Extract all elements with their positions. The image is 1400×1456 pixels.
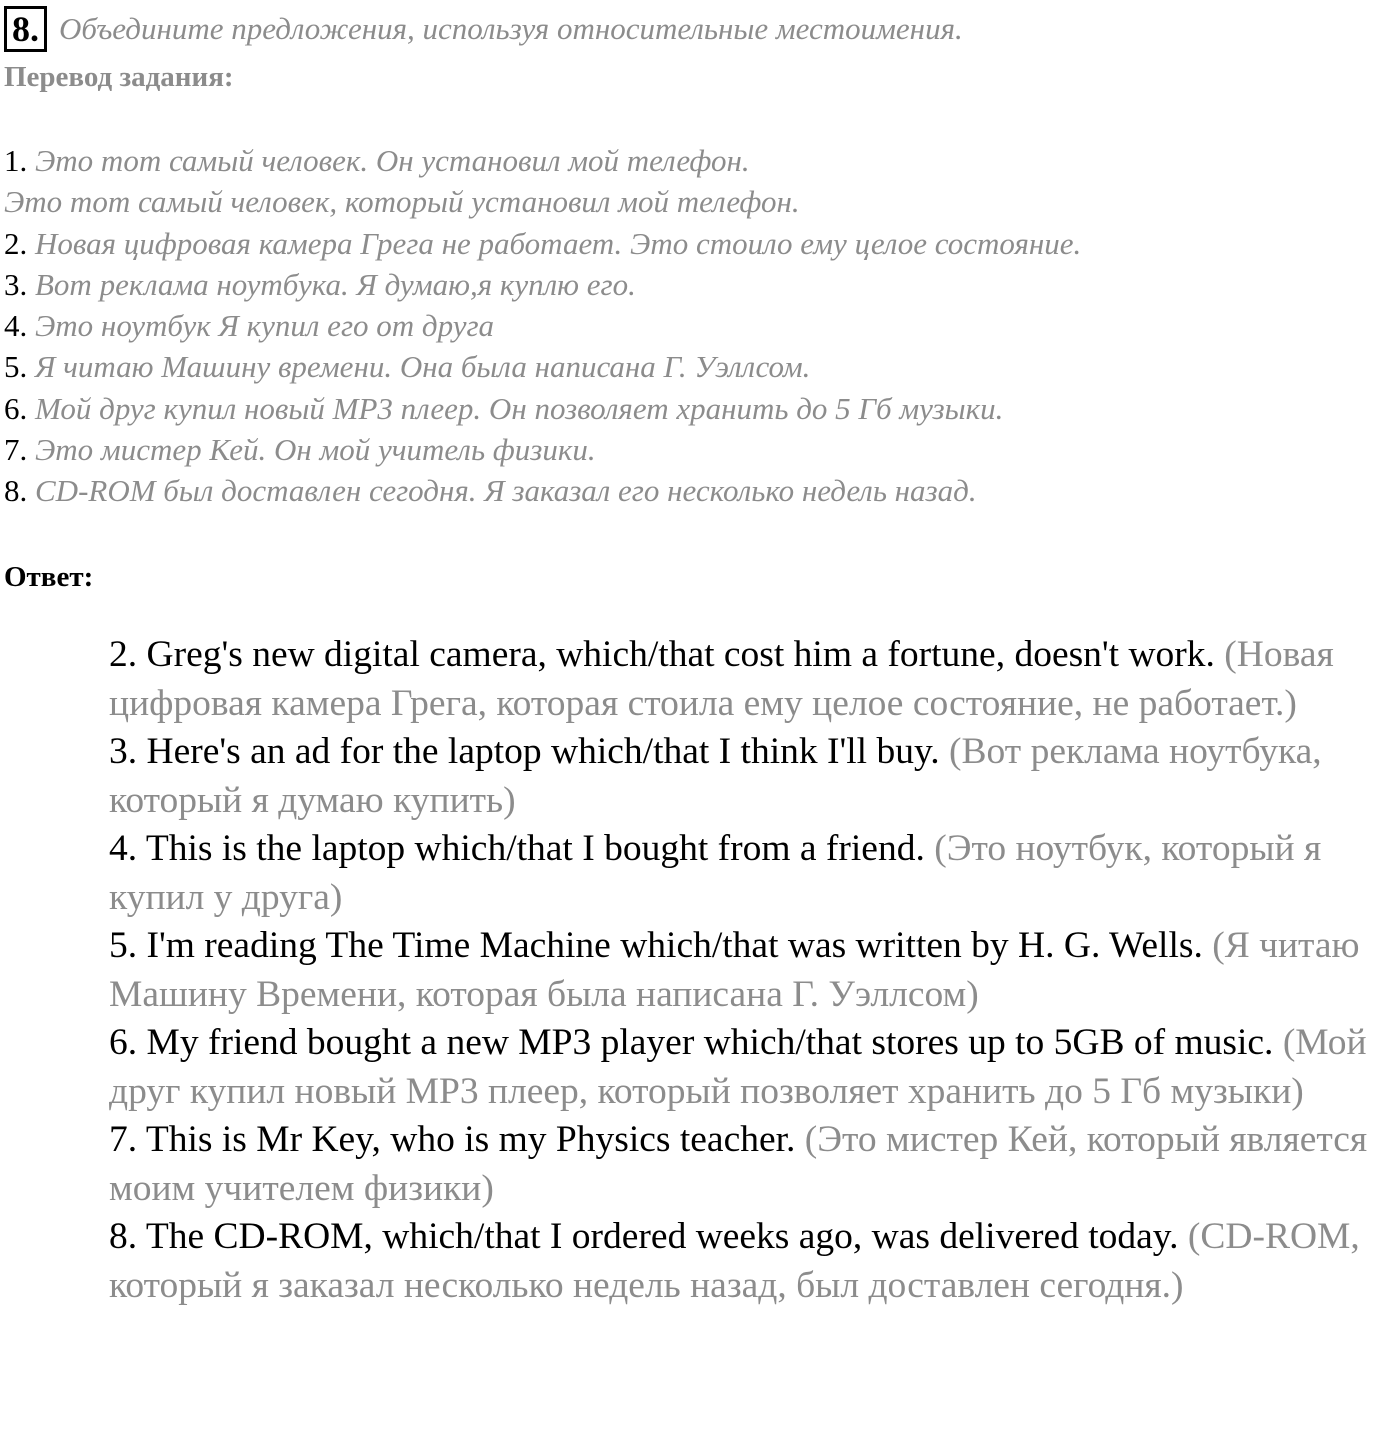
answer-russian: (Это ноутбук, который я купил у друга): [109, 828, 1322, 918]
task-instruction: Объедините предложения, используя относительные местоимения.: [59, 11, 963, 46]
translation-line: [4, 181, 1394, 222]
line-text: Я читаю Машину времени. Она была написана Г. Уэллсом.: [35, 349, 811, 385]
line-text: Это тот самый человек, который установил мой телефон.: [4, 184, 800, 220]
answer-english: 5. I'm reading The Time Machine which/that was written by H. G. Wells.: [109, 925, 1203, 966]
line-number: 7.: [4, 432, 35, 468]
answer-english: 8. The CD-ROM, which/that I ordered weeks ago, was delivered today.: [109, 1216, 1179, 1257]
line-text: Вот реклама ноутбука. Я думаю,я куплю его.: [35, 266, 636, 302]
line-number: 8.: [4, 473, 35, 509]
translation-line: [4, 346, 1394, 387]
answer-russian: (Вот реклама ноутбука, который я думаю купить): [109, 731, 1322, 821]
translation-line: [4, 388, 1394, 429]
line-text: Это мистер Кей. Он мой учитель физики.: [35, 432, 596, 468]
answer-item: [109, 825, 1400, 922]
answer-english: 2. Greg's new digital camera, which/that cost him a fortune, doesn't work.: [109, 634, 1215, 675]
translation-line: [4, 470, 1394, 511]
translation-line: [4, 264, 1394, 305]
translation-heading: Перевод задания:: [4, 61, 234, 93]
answer-english: 6. My friend bought a new MP3 player which/that stores up to 5GB of music.: [109, 1022, 1274, 1063]
line-number: 4.: [4, 308, 35, 344]
answer-item: [109, 1213, 1400, 1310]
line-number: 1.: [4, 143, 35, 178]
translation-line: [4, 223, 1394, 264]
line-number: 3.: [4, 266, 35, 302]
answer-english: 3. Here's an ad for the laptop which/that I think I'll buy.: [109, 731, 940, 772]
task-header: [4, 6, 963, 52]
translation-line: [4, 305, 1394, 346]
answer-item: [109, 922, 1400, 1019]
line-number: 5.: [4, 349, 35, 385]
answer-heading: Ответ:: [4, 561, 94, 593]
answer-item: [109, 728, 1400, 825]
translation-list: [4, 140, 1394, 512]
answer-english: 7. This is Mr Key, who is my Physics teacher.: [109, 1119, 796, 1160]
answer-russian: (Новая цифровая камера Грега, которая стоила ему целое состояние, не работает.): [109, 634, 1334, 724]
translation-line: [4, 140, 1394, 181]
line-text: CD-ROM был доставлен сегодня. Я заказал его несколько недель назад.: [35, 473, 977, 509]
answer-item: [109, 1019, 1400, 1116]
answer-english: 4. This is the laptop which/that I bought from a friend.: [109, 828, 925, 869]
line-text: Это ноутбук Я купил его от друга: [35, 308, 495, 344]
task-number-box: 8.: [4, 6, 47, 52]
line-number: 2.: [4, 225, 35, 261]
answer-russian: (CD-ROM, который я заказал несколько недель назад, был доставлен сегодня.): [109, 1216, 1360, 1306]
line-number: 6.: [4, 390, 35, 426]
line-text: Это тот самый человек. Он установил мой телефон.: [35, 143, 750, 178]
translation-line: [4, 429, 1394, 470]
answer-item: [109, 631, 1400, 728]
answer-russian: (Это мистер Кей, который является моим учителем физики): [109, 1119, 1368, 1209]
answer-russian: (Я читаю Машину Времени, которая была написана Г. Уэллсом): [109, 925, 1360, 1015]
answer-russian: (Мой друг купил новый MP3 плеер, который позволяет хранить до 5 Гб музыки): [109, 1022, 1367, 1112]
line-text: Новая цифровая камера Грега не работает. Это стоило ему целое состояние.: [35, 225, 1082, 261]
answer-list: [109, 631, 1400, 1310]
line-text: Мой друг купил новый MP3 плеер. Он позволяет хранить до 5 Гб музыки.: [35, 390, 1004, 426]
answer-item: [109, 1116, 1400, 1213]
